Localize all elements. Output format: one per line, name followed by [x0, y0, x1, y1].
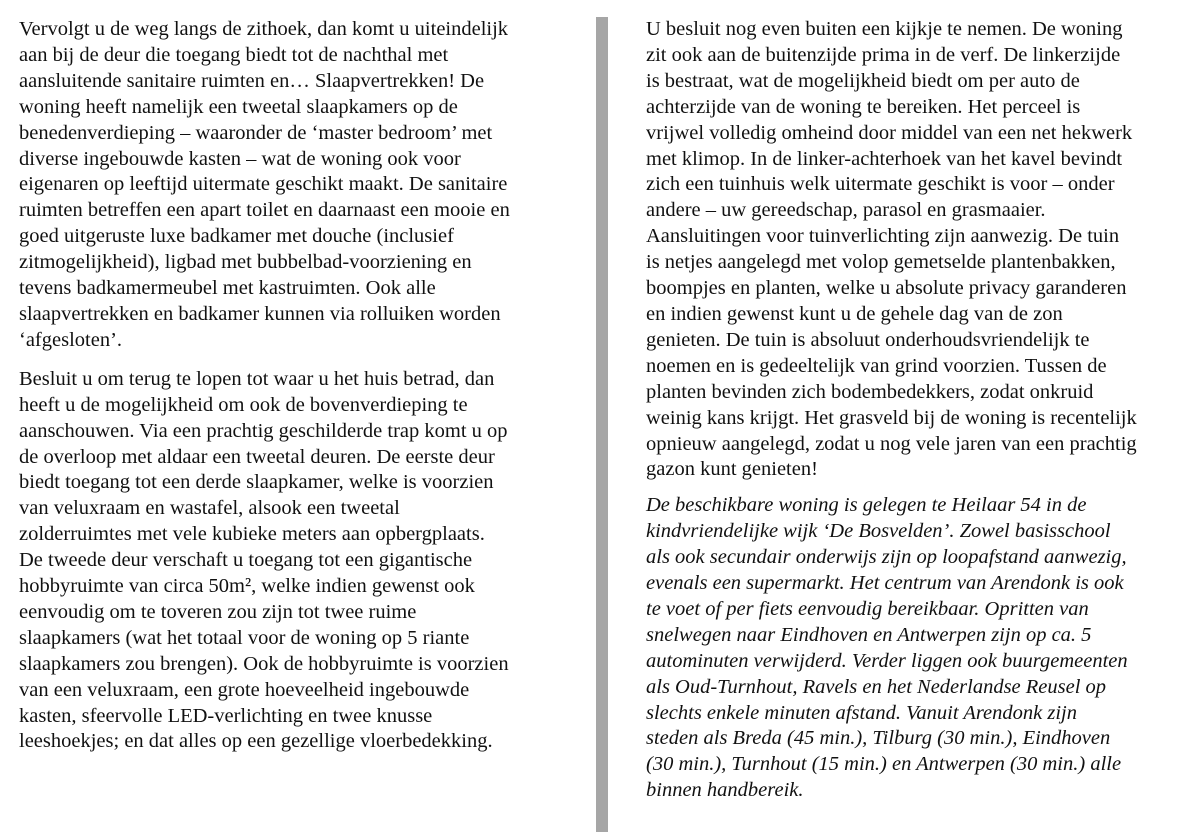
- text-line: heeft u de mogelijkheid om ook de bovenverdieping te: [19, 393, 468, 416]
- text-line: slaapvertrekken en badkamer kunnen via rolluiken worden: [19, 302, 501, 325]
- text-line: eenvoudig om te toveren zou zijn tot twee ruime: [19, 600, 417, 623]
- text-line: benedenverdieping – waaronder de ‘master bedroom’ met: [19, 121, 493, 144]
- text-line: slaapkamers zou brengen). Ook de hobbyruimte is voorzien: [19, 652, 509, 675]
- paragraph-location: [646, 493, 1191, 804]
- text-line: aanschouwen. Via een prachtig geschilderde trap komt u op: [19, 419, 508, 442]
- text-line: is bestraat, wat de mogelijkheid biedt om per auto de: [646, 69, 1080, 92]
- right-column: [646, 17, 1191, 804]
- text-line: van een veluxraam, een grote hoeveelheid ingebouwde: [19, 678, 470, 701]
- text-line: slechts enkele minuten afstand. Vanuit Arendonk zijn: [646, 701, 1078, 724]
- text-line: De beschikbare woning is gelegen te Heilaar 54 in de: [646, 494, 1087, 517]
- text-line: met klimop. In de linker-achterhoek van het kavel bevindt: [646, 147, 1123, 170]
- column-divider: [596, 17, 608, 832]
- text-line: als ook secundair onderwijs zijn op loopafstand aanwezig,: [646, 546, 1127, 569]
- text-line: weinig kans krijgt. Het grasveld bij de woning is recentelijk: [646, 406, 1137, 429]
- text-line: aansluitende sanitaire ruimten en… Slaapvertrekken! De: [19, 69, 485, 92]
- text-line: binnen handbereik.: [646, 779, 804, 802]
- text-line: andere – uw gereedschap, parasol en grasmaaier.: [646, 199, 1046, 222]
- paragraph-sleeping-quarters: [19, 17, 579, 354]
- text-line: kindvriendelijke wijk ‘De Bosvelden’. Zowel basisschool: [646, 520, 1111, 543]
- text-line: ‘afgesloten’.: [19, 328, 123, 351]
- paragraph-garden: [646, 17, 1191, 483]
- text-line: slaapkamers (wat het totaal voor de woning op 5 riante: [19, 626, 470, 649]
- text-line: zitmogelijkheid), ligbad met bubbelbad-voorziening en: [19, 251, 472, 274]
- text-line: planten bevinden zich bodembedekkers, zodat onkruid: [646, 380, 1094, 403]
- text-line: opnieuw aangelegd, zodat u nog vele jaren van een prachtig: [646, 432, 1137, 455]
- text-line: Vervolgt u de weg langs de zithoek, dan komt u uiteindelijk: [19, 18, 509, 40]
- text-line: kasten, sfeervolle LED-verlichting en twee knusse: [19, 704, 433, 727]
- text-line: De tweede deur verschaft u toegang tot een gigantische: [19, 549, 473, 572]
- text-line: goed uitgeruste luxe badkamer met douche (inclusief: [19, 225, 454, 248]
- text-line: achterzijde van de woning te bereiken. Het perceel is: [646, 95, 1081, 118]
- text-line: diverse ingebouwde kasten – wat de woning ook voor: [19, 147, 461, 170]
- text-line: hobbyruimte van circa 50m², welke indien gewenst ook: [19, 575, 475, 598]
- text-line: als Oud-Turnhout, Ravels en het Nederlandse Reusel op: [646, 675, 1107, 698]
- text-line: is netjes aangelegd met volop gemetselde plantenbakken,: [646, 251, 1116, 274]
- text-line: autominuten verwijderd. Verder liggen ook buurgemeenten: [646, 649, 1128, 672]
- text-line: zich een tuinhuis welk uitermate geschikt is voor – onder: [646, 173, 1115, 196]
- text-line: boompjes en planten, welke u absolute privacy garanderen: [646, 277, 1127, 300]
- text-line: noemen en is gedeeltelijk van grind voorzien. Tussen de: [646, 354, 1107, 377]
- paragraph-upper-floor: [19, 367, 579, 756]
- text-line: snelwegen naar Eindhoven en Antwerpen zijn op ca. 5: [646, 623, 1092, 646]
- text-line: te voet of per fiets eenvoudig bereikbaar. Opritten van: [646, 597, 1089, 620]
- text-line: evenals een supermarkt. Het centrum van Arendonk is ook: [646, 572, 1124, 595]
- text-line: en indien gewenst kunt u de gehele dag van de zon: [646, 302, 1063, 325]
- text-line: de overloop met aldaar een tweetal deuren. De eerste deur: [19, 445, 495, 468]
- text-line: zit ook aan de buitenzijde prima in de verf. De linkerzijde: [646, 43, 1121, 66]
- text-line: van veluxraam en wastafel, alsook een tweetal: [19, 497, 400, 520]
- text-line: eigenaren op leeftijd uitermate geschikt maakt. De sanitaire: [19, 173, 508, 196]
- text-line: aan bij de deur die toegang biedt tot de nachthal met: [19, 43, 449, 66]
- left-column: [19, 17, 579, 755]
- text-line: gazon kunt genieten!: [646, 458, 818, 481]
- text-line: ruimten betreffen een apart toilet en daarnaast een mooie en: [19, 199, 510, 222]
- text-line: tevens badkamermeubel met kastruimten. Ook alle: [19, 277, 436, 300]
- text-line: (30 min.), Turnhout (15 min.) en Antwerpen (30 min.) alle: [646, 753, 1122, 776]
- text-line: Aansluitingen voor tuinverlichting zijn aanwezig. De tuin: [646, 225, 1120, 248]
- text-line: zolderruimtes met vele kubieke meters aan opbergplaats.: [19, 523, 485, 546]
- text-line: woning heeft namelijk een tweetal slaapkamers op de: [19, 95, 458, 118]
- text-line: steden als Breda (45 min.), Tilburg (30 min.), Eindhoven: [646, 727, 1111, 750]
- text-line: U besluit nog even buiten een kijkje te nemen. De woning: [646, 18, 1123, 40]
- text-line: leeshoekjes; en dat alles op een gezellige vloerbedekking.: [19, 730, 493, 753]
- text-line: vrijwel volledig omheind door middel van een net hekwerk: [646, 121, 1133, 144]
- text-line: biedt toegang tot een derde slaapkamer, welke is voorzien: [19, 471, 494, 494]
- text-line: genieten. De tuin is absoluut onderhoudsvriendelijk te: [646, 328, 1090, 351]
- text-line: Besluit u om terug te lopen tot waar u het huis betrad, dan: [19, 367, 495, 390]
